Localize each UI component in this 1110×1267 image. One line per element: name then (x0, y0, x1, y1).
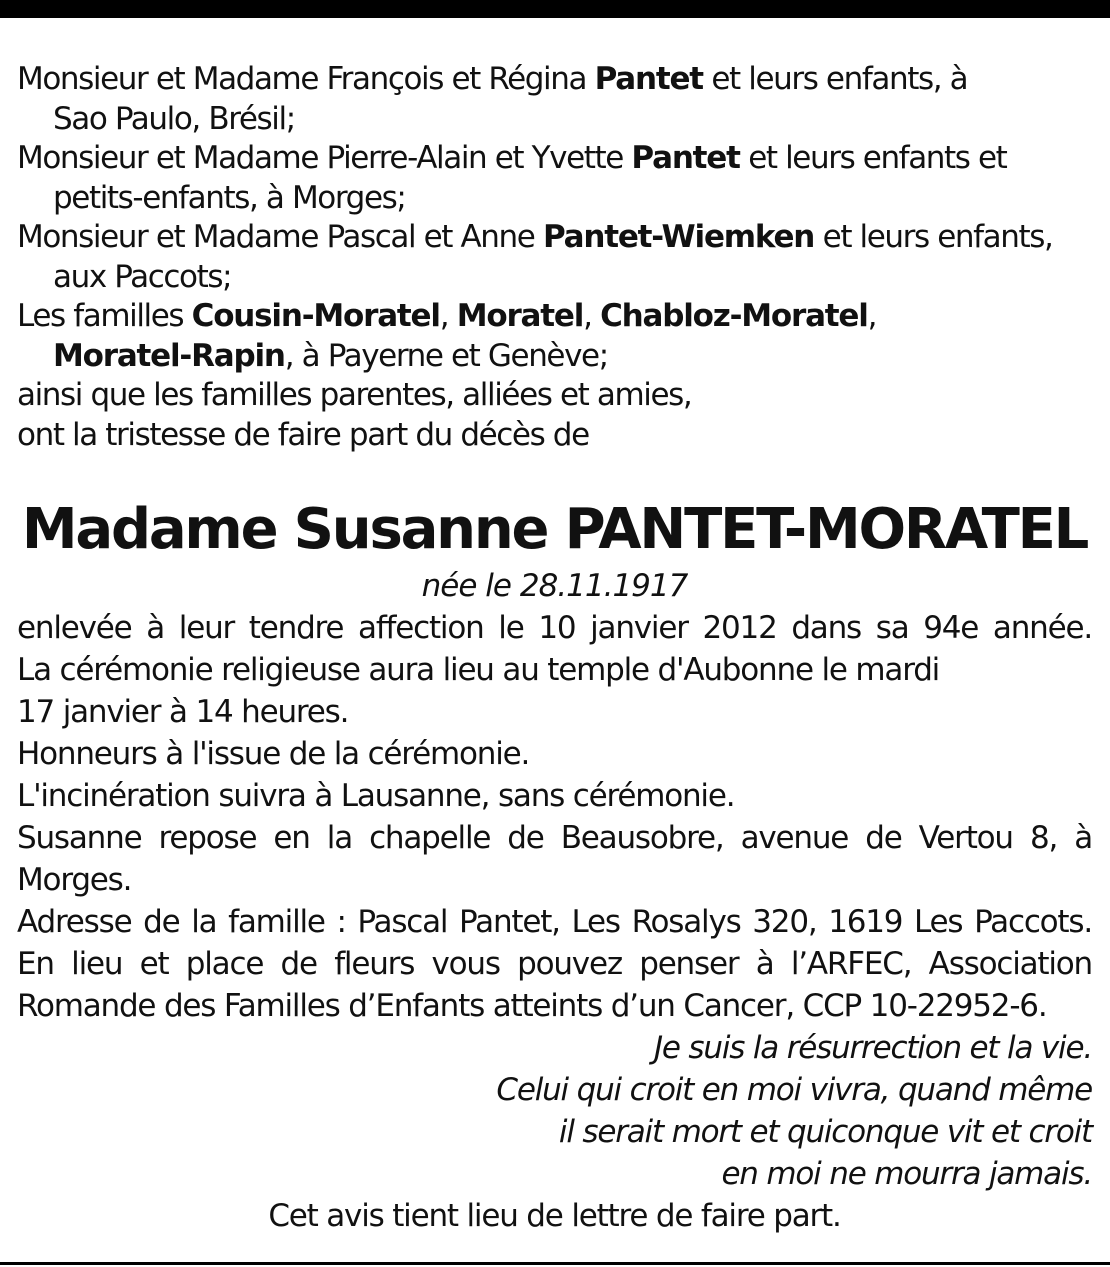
families-suffix: , à Payerne et Genève; (284, 337, 608, 374)
family-line (17, 60, 1092, 100)
detail-line: Susanne repose en la chapelle de Beausobre, avenue de Vertou 8, à (17, 820, 1092, 856)
family-line-text: Monsieur et Madame Pierre-Alain et Yvette (17, 140, 632, 176)
bottom-rule (0, 1262, 1110, 1265)
separator: , (867, 298, 877, 334)
family-line-text: Monsieur et Madame Pascal et Anne (17, 219, 543, 255)
family-line-text: Monsieur et Madame François et Régina (17, 61, 595, 97)
verse-line: il serait mort et quiconque vit et croit (558, 1114, 1092, 1150)
obituary-notice (17, 60, 1092, 1237)
family-line-text: et leurs enfants, (814, 219, 1053, 255)
family-surname: Pantet (631, 140, 740, 176)
family-surname: Moratel-Rapin (53, 337, 285, 374)
family-surname: Pantet-Wiemken (542, 219, 815, 255)
family-surname: Moratel (456, 298, 584, 334)
top-rule (0, 0, 1110, 18)
families-prefix: Les familles (17, 298, 192, 334)
family-surname: Cousin-Moratel (191, 298, 440, 334)
family-line (17, 179, 1092, 219)
family-line-text: et leurs enfants, à (702, 61, 968, 97)
verse-line: Je suis la résurrection et la vie. (653, 1030, 1092, 1066)
detail-line: Honneurs à l'issue de la cérémonie. (17, 736, 530, 772)
detail-line: Morges. (17, 862, 132, 898)
intro-line: ont la tristesse de faire part du décès de (17, 416, 589, 453)
separator: , (583, 298, 601, 334)
detail-line: La cérémonie religieuse aura lieu au temple d'Aubonne le mardi (17, 652, 940, 688)
deceased-name: Madame Susanne PANTET-MORATEL (21, 497, 1088, 562)
separator: , (439, 298, 457, 334)
family-line (17, 258, 1092, 298)
families-line (17, 297, 1092, 337)
family-line (17, 139, 1092, 179)
intro-line: ainsi que les familles parentes, alliées et amies, (17, 377, 692, 413)
family-line (17, 218, 1092, 258)
detail-line: 17 janvier à 14 heures. (17, 694, 349, 730)
closing-line: Cet avis tient lieu de lettre de faire part. (268, 1198, 841, 1234)
verse-line: Celui qui croit en moi vivra, quand même (496, 1072, 1092, 1108)
family-line-text: petits-enfants, à Morges; (53, 179, 406, 216)
detail-line: Adresse de la famille : Pascal Pantet, Les Rosalys 320, 1619 Les Paccots. (17, 904, 1092, 940)
family-surname: Chabloz-Moratel (600, 298, 868, 334)
detail-line: L'incinération suivra à Lausanne, sans cérémonie. (17, 778, 735, 814)
detail-line: Romande des Familles d’Enfants atteints d’un Cancer, CCP 10-22952-6. (17, 988, 1047, 1024)
family-line-text: Sao Paulo, Brésil; (53, 100, 295, 137)
birth-date: née le 28.11.1917 (421, 568, 688, 604)
family-line (17, 100, 1092, 140)
family-line-text: et leurs enfants et (739, 140, 1007, 176)
family-surname: Pantet (594, 61, 703, 97)
detail-line: En lieu et place de fleurs vous pouvez penser à l’ARFEC, Association (17, 946, 1092, 982)
families-line (17, 337, 1092, 377)
detail-line: enlevée à leur tendre affection le 10 janvier 2012 dans sa 94e année. (17, 610, 1092, 646)
verse-line: en moi ne mourra jamais. (721, 1156, 1092, 1192)
family-line-text: aux Paccots; (53, 258, 232, 295)
